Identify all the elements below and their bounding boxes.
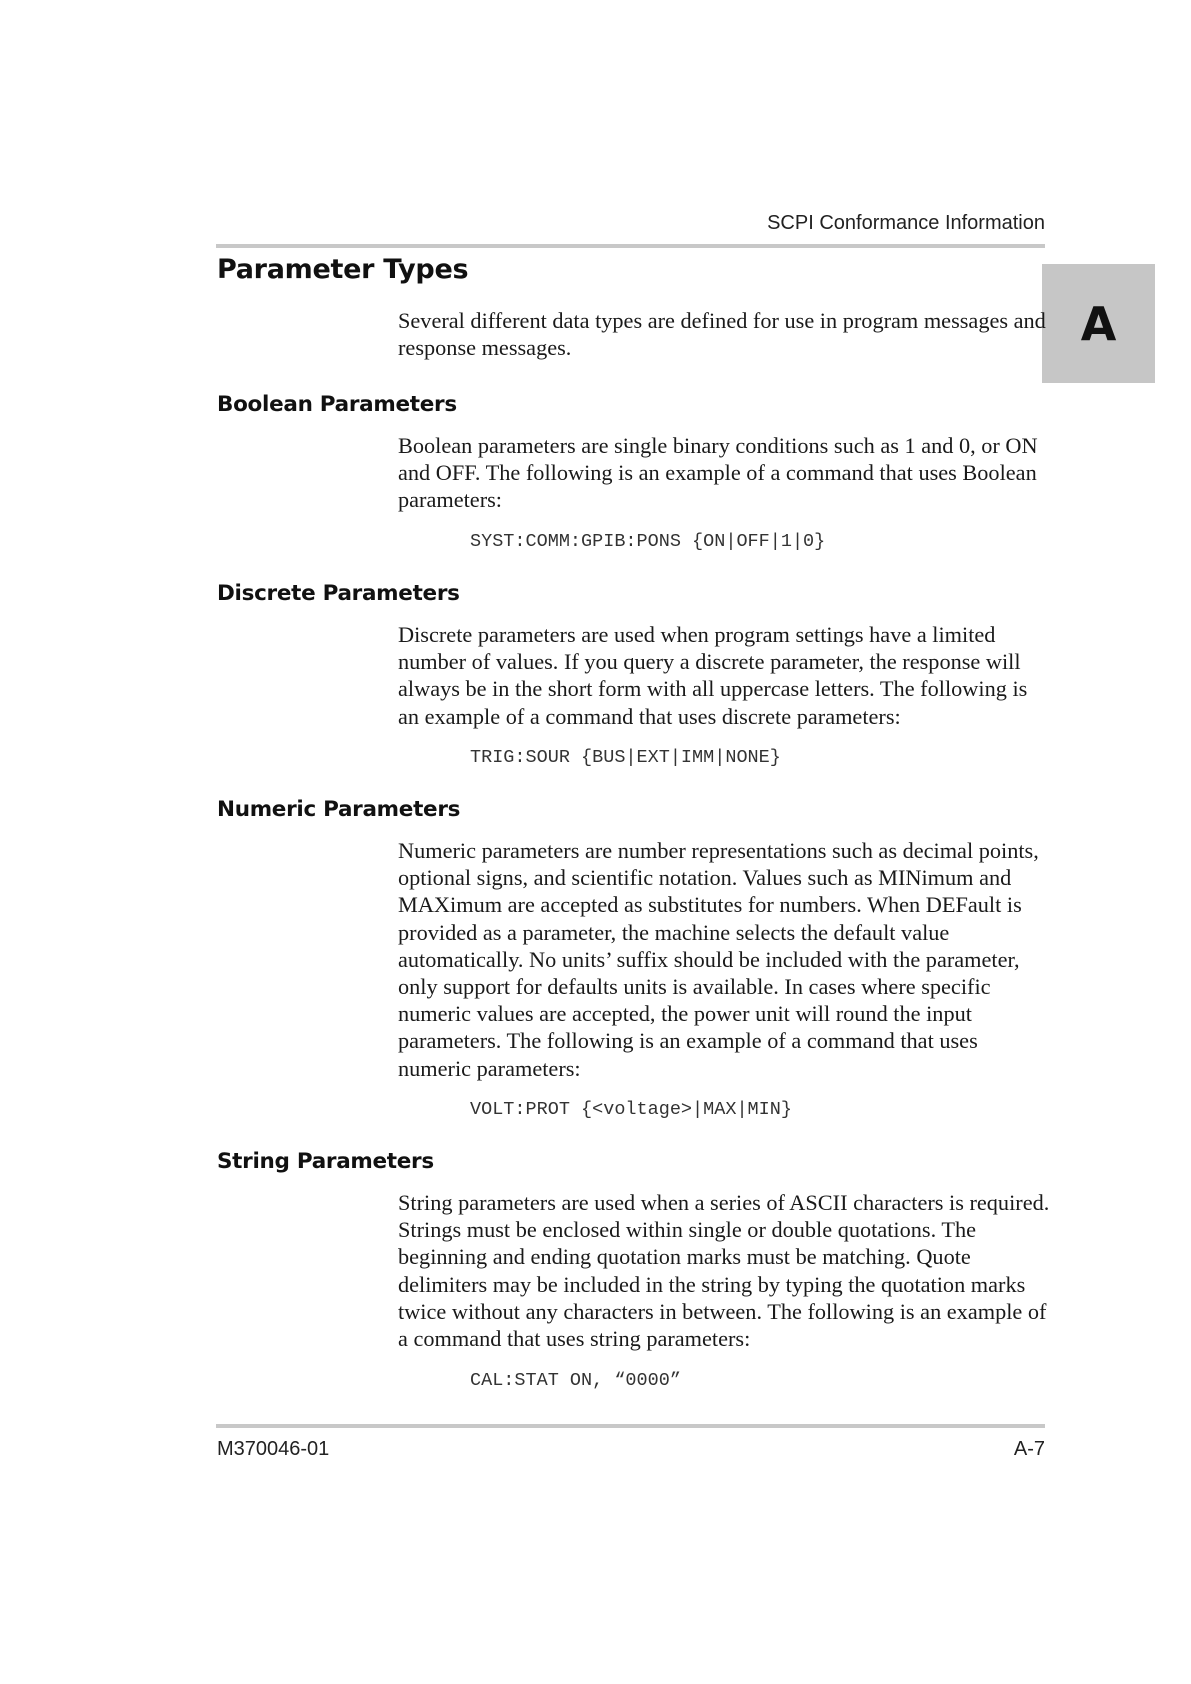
section-heading-string: String Parameters xyxy=(217,1149,434,1174)
intro-paragraph: Several different data types are defined for use in program messages and response messages. xyxy=(398,308,1046,361)
section-heading-numeric: Numeric Parameters xyxy=(217,797,461,822)
code-example-numeric: VOLT:PROT {<voltage>|MAX|MIN} xyxy=(470,1099,792,1120)
section-body-boolean: Boolean parameters are single binary conditions such as 1 and 0, or ON and OFF. The following is an example of a command that uses Boolean parameters: xyxy=(398,433,1038,513)
section-body-numeric: Numeric parameters are number representations such as decimal points, optional signs, and scientific notation. Values such as MINimum and MAXimum are accepted as substitutes for numbers. When DEFault is provided as a parameter, the machine selects the default value automatically. No units’ suffix should be included with the parameter, only support for defaults units is available. In cases where specific numeric values are accepted, the power unit will round the input parameters. The following is an example of a command that uses numeric parameters: xyxy=(398,838,1039,1081)
section-body-discrete: Discrete parameters are used when program settings have a limited number of values. If you query a discrete parameter, the response will always be in the short form with all uppercase letters. The following is an example of a command that uses discrete parameters: xyxy=(398,622,1028,729)
code-example-boolean: SYST:COMM:GPIB:PONS {ON|OFF|1|0} xyxy=(470,531,826,552)
chapter-tab xyxy=(1042,264,1155,383)
footer-rule xyxy=(216,1424,1045,1428)
code-example-string: CAL:STAT ON, “0000” xyxy=(470,1370,681,1391)
document-number: M370046-01 xyxy=(217,1438,330,1460)
header-rule xyxy=(216,244,1045,248)
chapter-tab-letter: A xyxy=(1080,296,1117,351)
page-title: Parameter Types xyxy=(217,254,469,285)
section-heading-boolean: Boolean Parameters xyxy=(217,392,457,417)
section-body-string: String parameters are used when a series of ASCII characters is required. Strings must be enclosed within single or double quotations. The beginning and ending quotation marks must be matching. Quote delimiters may be included in the string by typing the quotation marks twice without any characters in between. The following is an example of a command that uses string parameters: xyxy=(398,1190,1050,1352)
code-example-discrete: TRIG:SOUR {BUS|EXT|IMM|NONE} xyxy=(470,747,781,768)
running-header: SCPI Conformance Information xyxy=(767,212,1045,234)
page-number: A-7 xyxy=(1013,1438,1045,1460)
section-heading-discrete: Discrete Parameters xyxy=(217,581,460,606)
